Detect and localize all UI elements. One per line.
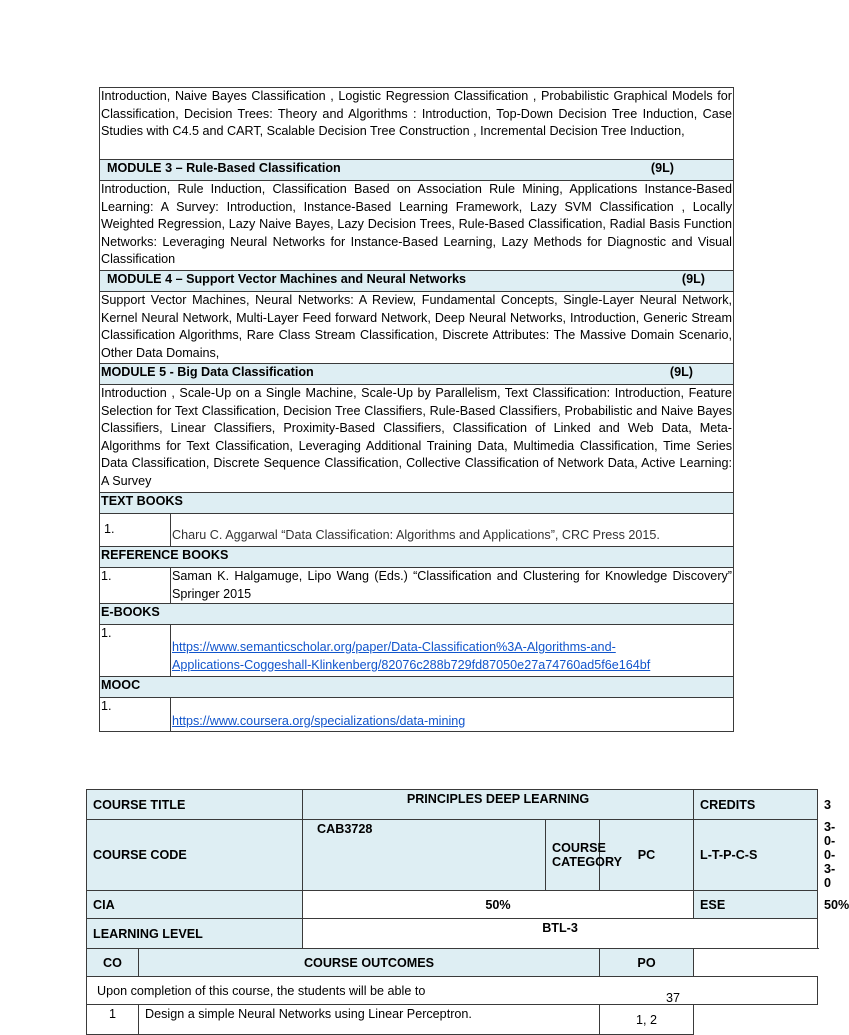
course-title-label: COURSE TITLE	[87, 790, 303, 820]
course-title-value: PRINCIPLES DEEP LEARNING	[303, 790, 694, 820]
text-book-entry: Charu C. Aggarwal “Data Classification: Algorithms and Applications”, CRC Press 2015.	[171, 514, 734, 547]
reference-book-number: 1.	[100, 568, 171, 604]
course-category-label: COURSE CATEGORY	[546, 820, 600, 891]
module-3-content: Introduction, Rule Induction, Classification Based on Association Rule Mining, Applications Instance-Based Learning: A Survey: Introduction, Instance-Based Learning Framework, Lazy SVM Classification , Locally Weighted Regression, Lazy Naive Bayes, Lazy Decision Trees, Rule-Based Classification, Radial Basis Function Networks: Leveraging Neural Networks for Instance-Based Learning, Lazy Methods for Diagnostic and Visual Classification	[100, 181, 734, 271]
mooc-link-cell	[171, 698, 734, 732]
outcomes-intro: Upon completion of this course, the students will be able to	[87, 977, 818, 1005]
mooc-heading: MOOC	[100, 677, 734, 698]
outcome-number: 1	[87, 1005, 139, 1035]
course-outcomes-header: COURSE OUTCOMES	[139, 949, 600, 977]
reference-book-entry: Saman K. Halgamuge, Lipo Wang (Eds.) “Classification and Clustering for Knowledge Discovery” Springer 2015	[171, 568, 734, 604]
course-code-value: CAB3728	[303, 820, 546, 891]
page-number: 37	[666, 991, 681, 1005]
outcome-po: 1, 2	[600, 1005, 694, 1035]
module-3-heading	[100, 160, 734, 181]
course-code-label: COURSE CODE	[87, 820, 303, 891]
module-3-hours: (9L)	[650, 161, 674, 175]
co-header: CO	[87, 949, 139, 977]
module-4-heading	[100, 271, 734, 292]
module-5-heading	[100, 364, 734, 385]
ebook-link-line-2: Applications-Coggeshall-Klinkenberg/82076c288b729fd87050e27a74760ad5f6e164bf	[172, 657, 651, 672]
module-4-title: MODULE 4 – Support Vector Machines and Neural Networks	[107, 272, 467, 286]
module-3-title: MODULE 3 – Rule-Based Classification	[107, 161, 341, 175]
module-2-content: Introduction, Naive Bayes Classification , Logistic Regression Classification , Probabilistic Graphical Models for Classification, Decision Trees: Theory and Algorithms : Introduction, Top-Down Decision Tree Induction, Case Studies with C4.5 and CART, Scalable Decision Tree Construction , Incremental Decision Tree Induction,	[100, 88, 734, 160]
ebooks-heading: E-BOOKS	[100, 604, 734, 625]
ebook-number: 1.	[100, 625, 171, 677]
outcome-text: Design a simple Neural Networks using Linear Perceptron.	[139, 1005, 600, 1035]
module-4-content: Support Vector Machines, Neural Networks: A Review, Fundamental Concepts, Single-Layer Neural Network, Kernel Neural Network, Multi-Layer Feed forward Network, Deep Neural Networks, Introduction, Generic Stream Classification Algorithms, Rare Class Stream Classification, Discrete Attributes: The Massive Domain Scenario, Other Data Domains,	[100, 292, 734, 364]
cia-label: CIA	[87, 891, 303, 919]
ebook-link[interactable]	[172, 640, 650, 672]
learning-level-label: LEARNING LEVEL	[87, 919, 303, 949]
mooc-link[interactable]: https://www.coursera.org/specializations/data-mining	[172, 713, 466, 728]
module-4-hours: (9L)	[681, 272, 705, 286]
ltpcs-label: L-T-P-C-S	[694, 820, 818, 891]
credits-label: CREDITS	[694, 790, 818, 820]
module-5-hours: (9L)	[669, 365, 693, 379]
ese-label: ESE	[694, 891, 818, 919]
cia-value: 50%	[303, 891, 694, 919]
mooc-number: 1.	[100, 698, 171, 732]
syllabus-table	[99, 87, 734, 732]
text-books-heading: TEXT BOOKS	[100, 493, 734, 514]
course-info-table: COURSE TITLE PRINCIPLES DEEP LEARNING CREDITS 3 COURSE CODE CAB3728 COURSE CATEGORY PC L-T-P-C-S 3-0-0-3-0 CIA 50% ESE 50% LEARNING LEVEL BTL-3 CO COURSE OUTCOMES PO Upon completion of this course, the students will be able to 1 Design a simple Neural Networks using Linear Perceptron. 1, 2	[86, 789, 818, 1035]
module-5-title: MODULE 5 - Big Data Classification	[101, 365, 314, 379]
reference-books-heading: REFERENCE BOOKS	[100, 547, 734, 568]
ebook-link-line-1: https://www.semanticscholar.org/paper/Data-Classification%3A-Algorithms-and-	[172, 640, 616, 654]
text-book-number: 1.	[100, 514, 171, 547]
ebook-link-cell	[171, 625, 734, 677]
module-5-content: Introduction , Scale-Up on a Single Machine, Scale-Up by Parallelism, Text Classification: Introduction, Feature Selection for Text Classification, Decision Tree Classifiers, Rule-Based Classifiers, Probabilistic and Naive Bayes Classifiers, Linear Classifiers, Proximity-Based Classifiers, Classification of Linked and Web Data, Meta-Algorithms for Text Classification, Leveraging Additional Training Data, Multimedia Classification, Time Series Data Classification, Discrete Sequence Classification, Collective Classification of Network Data, Active Learning: A Survey	[100, 385, 734, 493]
po-header: PO	[600, 949, 694, 977]
course-category-value: PC	[600, 820, 694, 891]
learning-level-value: BTL-3	[303, 919, 818, 949]
